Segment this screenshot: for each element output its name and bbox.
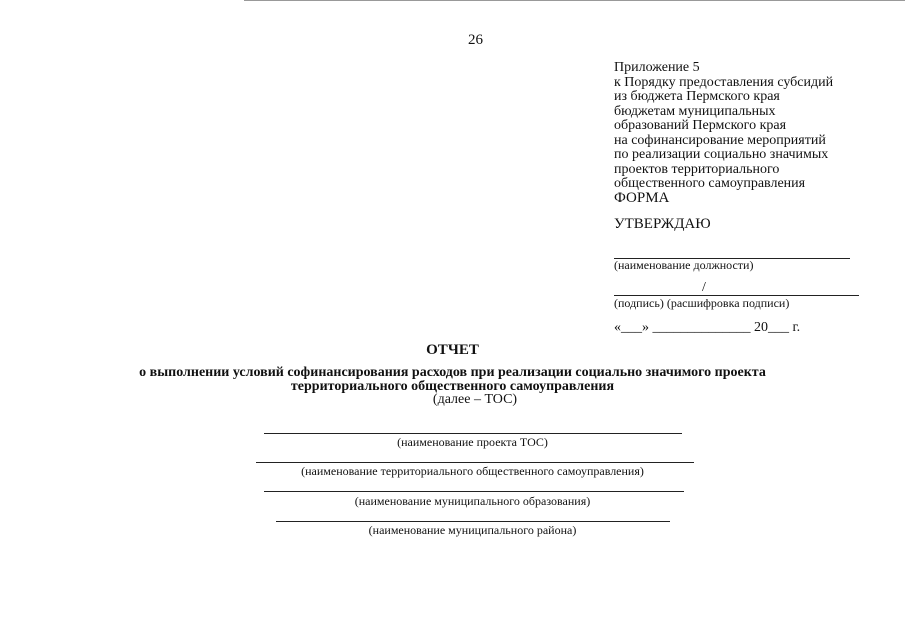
district-name-line bbox=[276, 521, 670, 522]
form-label: ФОРМА bbox=[614, 190, 670, 206]
district-name-caption: (наименование муниципального района) bbox=[368, 523, 577, 537]
municipality-name-line bbox=[264, 491, 684, 492]
approve-label: УТВЕРЖДАЮ bbox=[614, 216, 711, 232]
signature-slash: / bbox=[702, 280, 706, 295]
appendix-line: из бюджета Пермского края bbox=[614, 89, 780, 104]
tos-name-caption: (наименование территориального общественного самоуправления) bbox=[301, 464, 644, 478]
report-subtitle-line1: о выполнении условий софинансирования расходов при реализации социально значимого проекта bbox=[139, 365, 766, 380]
position-caption: (наименование должности) bbox=[614, 258, 754, 272]
appendix-line: к Порядку предоставления субсидий bbox=[614, 74, 834, 90]
appendix-line: на софинансирование мероприятий bbox=[614, 132, 826, 148]
report-subtitle-line3: (далее – ТОС) bbox=[432, 392, 518, 407]
appendix-line: проектов территориального bbox=[614, 161, 780, 177]
report-title: ОТЧЕТ bbox=[426, 342, 479, 358]
appendix-line: общественного самоуправления bbox=[614, 176, 806, 191]
report-subtitle-line2: территориального общественного самоуправления bbox=[290, 379, 615, 394]
appendix-line: бюджетам муниципальных bbox=[614, 103, 776, 119]
page-number: 26 bbox=[468, 32, 483, 48]
date-line: «___» ______________ 20___ г. bbox=[614, 320, 801, 335]
tos-name-line bbox=[256, 462, 694, 463]
appendix-line: образований Пермского края bbox=[614, 118, 787, 133]
municipality-name-caption: (наименование муниципального образования) bbox=[354, 494, 591, 508]
page-top-border bbox=[244, 0, 905, 1]
appendix-line: по реализации социально значимых bbox=[614, 147, 829, 162]
appendix-line: Приложение 5 bbox=[614, 60, 700, 75]
signature-caption: (подпись) (расшифровка подписи) bbox=[614, 296, 790, 310]
project-name-caption: (наименование проекта ТОС) bbox=[397, 435, 548, 449]
appendix-block bbox=[614, 61, 833, 192]
project-name-line bbox=[264, 433, 682, 434]
